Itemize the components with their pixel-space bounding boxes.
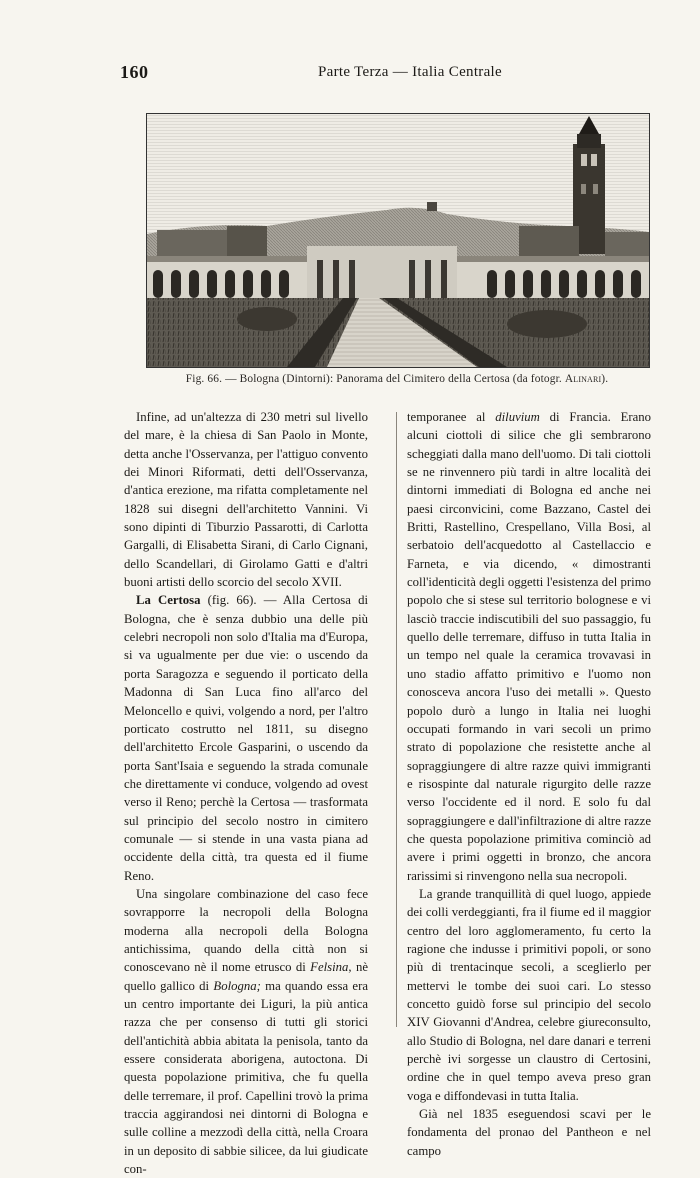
running-head: Parte Terza — Italia Centrale <box>318 64 502 80</box>
section-heading-certosa: La Certosa <box>136 593 201 608</box>
paragraph-certosa: La Certosa (fig. 66). — Alla Certosa di Bologna, che è senza dubbio una delle più celebri necropoli non solo d'Italia ma d'Europa, si va ugualmente per due vie: o uscendo da porta Saragozza e seguendo il porticato della Madonna di San Luca fino all'arco del Meloncello e quivi, volgendo a nord, per l'altro porticato costrutto nel 1811, su disegno dell'architetto Ercole Gasparini, o uscendo da porta Sant'Isaia e seguendo la strada comunale che direttamente vi conduce, volgendo ad ovest verso il Reno; perchè la Certosa — trasformata sul principio del secolo nostro in cimitero comunale — si stende in una vasta piana ad occidente della città, tra questa ed il fiume Reno. <box>124 593 368 883</box>
page-number: 160 <box>120 62 149 82</box>
figure-caption <box>146 373 648 385</box>
engraving-illustration <box>146 113 650 368</box>
paragraph-tranquillita: La grande tranquillità di quel luogo, appiede dei colli verdeggianti, fra il fiume ed il maggior centro del loro agglomeramento, fu certo la ragione che indusse i primitivi popoli, or sono più di trentacinque secoli, a sceglierlo per mettervi le tombe dei suoi cari. Lo stesso concetto guidò forse sul principio del secolo XIV Giovanni d'Andrea, celebre giureconsulto, allo Studio di Bologna, nel dare danari e terreni perchè ivi sorgesse un claustro di Certosini, ordine che in quel tempo aveva preso gran voga e diffondevasi in tutta Italia. <box>407 886 651 1103</box>
paragraph-osservanza: Infine, ad un'altezza di 230 metri sul livello del mare, è la chiesa di San Paolo in Monte, detta anche l'Osservanza, per l'attiguo convento dei Minori Riformati, detti dell'Osservanza, d'antica erezione, ma rifatta completamente nel 1828 sui disegni dell'architetto Vannini. Vi sono dipinti di Tiburzio Passarotti, di Carlotta Gargalli, di Elisabetta Sirani, di Carlo Cignani, dello Scandellari, di Girolamo Gatti e d'altri buoni artisti dello scorcio del secolo XVII. <box>124 410 368 590</box>
column-divider <box>396 412 397 1027</box>
paragraph-scavi: Già nel 1835 eseguendosi scavi per le fondamenta del pronao del Pantheon e nel campo <box>407 1107 651 1158</box>
left-text-column <box>124 408 368 1178</box>
paragraph-necropoli: Una singolare combinazione del caso fece sovrapporre la necropoli della Bologna moderna alla necropoli della Bologna antichissima, quando della città non si conoscevano nè il nome etrusco di Felsina, nè quello gallico di Bologna; ma quando essa era un centro importante dei Liguri, la più antica razza che per consenso di tutti gli storici dell'antichità abbia abitata la penisola, tanto da essere considerata aborigena, autoctona. Di questa popolazione primitiva, che fu quella delle terremare, il prof. Capellini trovò la prima traccia aggirandosi nei dintorni di Bologna e sulle colline a mezzodì della città, nella Croara in un deposito di sabbie silicee, da lui giudicate con- <box>124 886 368 1177</box>
caption-text: Fig. 66. — Bologna (Dintorni): Panorama del Cimitero della Certosa (da fotogr. <box>185 373 562 385</box>
caption-credit: Alinari). <box>564 373 609 385</box>
right-text-column <box>407 408 651 1160</box>
paragraph-ciottoli: temporanee al diluvium di Francia. Erano alcuni ciottoli di silice che gli sembrarono scheggiati dalla mano dell'uomo. Di tali ciottoli se ne rinvennero più tardi in altre località dei dintorni immediati di Bologna ed anche nei paesi circonvicini, come Bazzano, Castel dei Britti, Rastellino, Crespellano, Villa Bosi, al serbatoio dell'acquedotto al Castellaccio e Farneta, e via dicendo, « dimostranti coll'identicità degli oggetti l'esistenza del primo popolo che si stese sul territorio bolognese e vi lasciò traccie indiscutibili del suo passaggio, fu quello delle terremare, diffuso in tutta Italia in un tempo nel quale la ceramica trovavasi in uno stadio affatto primitivo e l'uomo non conosceva ancora l'uso dei metalli ». Questo popolo durò a lungo in Italia nei luoghi occupati formando in vari secoli un primo strato di popolazione che resistette anche al sopraggiungere di altre razze quivi immigranti e risospinte dal naturale rigurgito delle razze verso l'occidente ed il nord. E solo fu dal sopraggiungere e dall'infiltrazione di altre razze che questa popolazione primitiva cominciò ad avere i primi oggetti in bronzo, che ancora rarissimi si rinvengono nella sua necropoli. <box>407 410 652 883</box>
